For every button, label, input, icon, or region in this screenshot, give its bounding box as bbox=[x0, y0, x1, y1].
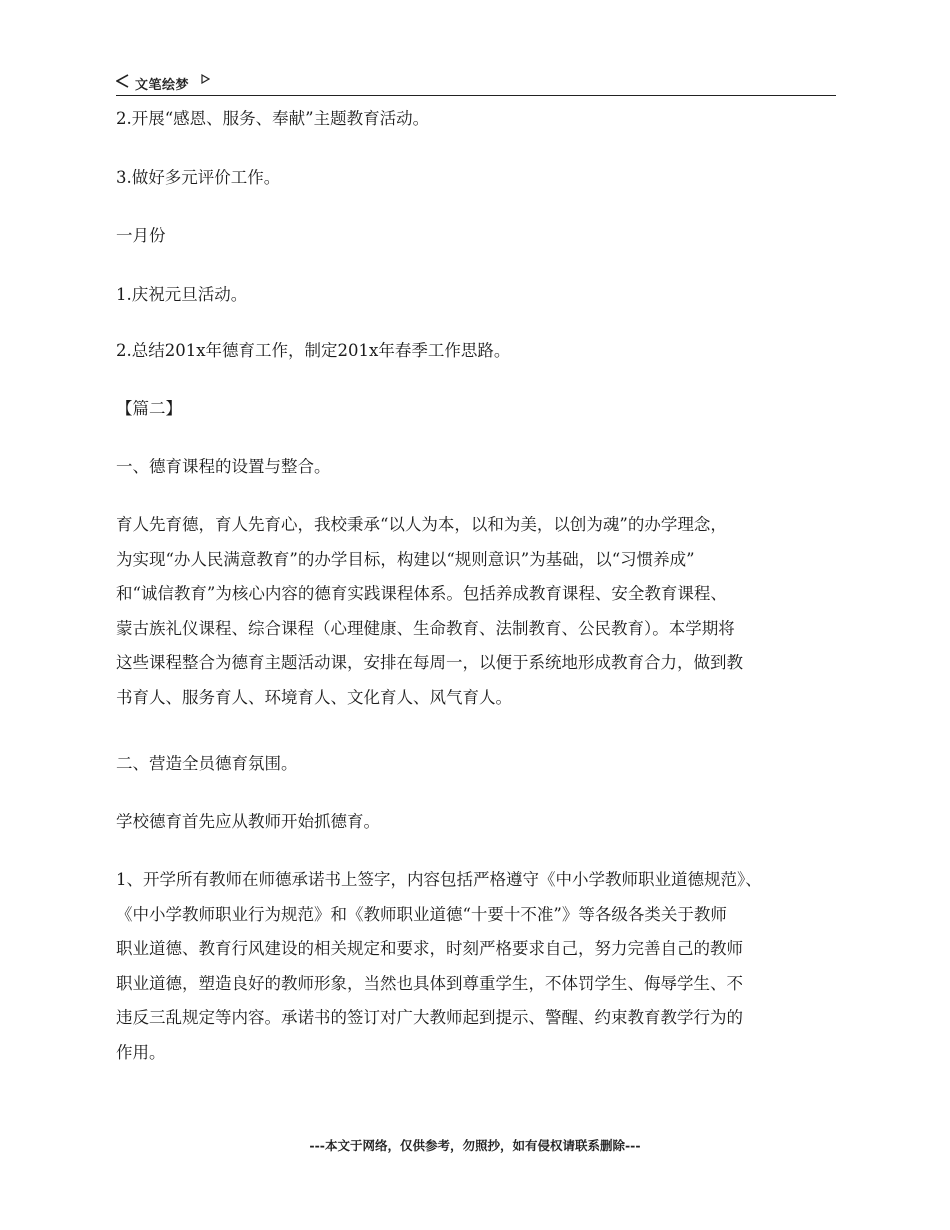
text-line: 《中小学教师职业行为规范》和《教师职业道德“十要十不准”》等各级各类关于教师 bbox=[116, 904, 727, 924]
text-line: 和“诚信教育”为核心内容的德育实践课程体系。包括养成教育课程、安全教育课程、 bbox=[116, 584, 727, 603]
paragraph-january-1: 1.庆祝元旦活动。 bbox=[116, 285, 248, 304]
text-line: 职业道德，塑造良好的教师形象，当然也具体到尊重学生，不体罚学生、侮辱学生、不 bbox=[116, 973, 743, 993]
paragraph-january-2: 2.总结201x年德育工作，制定201x年春季工作思路。 bbox=[116, 341, 511, 360]
paragraph-teacher-pledge bbox=[116, 863, 836, 1070]
section-heading-2: 二、营造全员德育氛围。 bbox=[116, 754, 298, 773]
text-line: 书育人、服务育人、环境育人、文化育人、风气育人。 bbox=[116, 687, 512, 707]
paragraph-activity-2: 2.开展“感恩、服务、奉献”主题教育活动。 bbox=[116, 109, 430, 128]
page-header bbox=[116, 70, 836, 96]
section-heading-1: 一、德育课程的设置与整合。 bbox=[116, 457, 331, 476]
section-heading-part-two: 【篇二】 bbox=[116, 399, 182, 418]
brand-name: 文笔绘梦 bbox=[135, 78, 190, 93]
text-line: 1、开学所有教师在师德承诺书上签字，内容包括严格遵守《中小学教师职业道德规范》、 bbox=[116, 870, 762, 889]
paragraph-section2-intro: 学校德育首先应从教师开始抓德育。 bbox=[116, 812, 380, 831]
paragraph-curriculum bbox=[116, 508, 836, 715]
text-line: 违反三乱规定等内容。承诺书的签订对广大教师起到提示、警醒、约束教育教学行为的 bbox=[116, 1008, 743, 1027]
text-line: 为实现“办人民满意教育”的办学目标，构建以“规则意识”为基础，以“习惯养成” bbox=[116, 549, 695, 569]
text-line: 育人先育德，育人先育心，我校秉承“以人为本，以和为美，以创为魂”的办学理念， bbox=[116, 515, 727, 534]
right-triangle-icon bbox=[201, 74, 210, 84]
footer-disclaimer: ---本文于网络，仅供参考，勿照抄，如有侵权请联系删除--- bbox=[309, 1138, 641, 1153]
text-line: 职业道德、教育行风建设的相关规定和要求，时刻严格要求自己，努力完善自己的教师 bbox=[116, 939, 743, 958]
left-triangle-icon bbox=[116, 74, 130, 88]
text-line: 蒙古族礼仪课程、综合课程（心理健康、生命教育、法制教育、公民教育）。本学期将 bbox=[116, 618, 735, 638]
text-line: 作用。 bbox=[116, 1042, 166, 1062]
paragraph-activity-3: 3.做好多元评价工作。 bbox=[116, 168, 281, 187]
text-line: 这些课程整合为德育主题活动课，安排在每周一，以便于系统地形成教育合力，做到教 bbox=[116, 653, 743, 672]
month-heading-january: 一月份 bbox=[116, 226, 166, 245]
